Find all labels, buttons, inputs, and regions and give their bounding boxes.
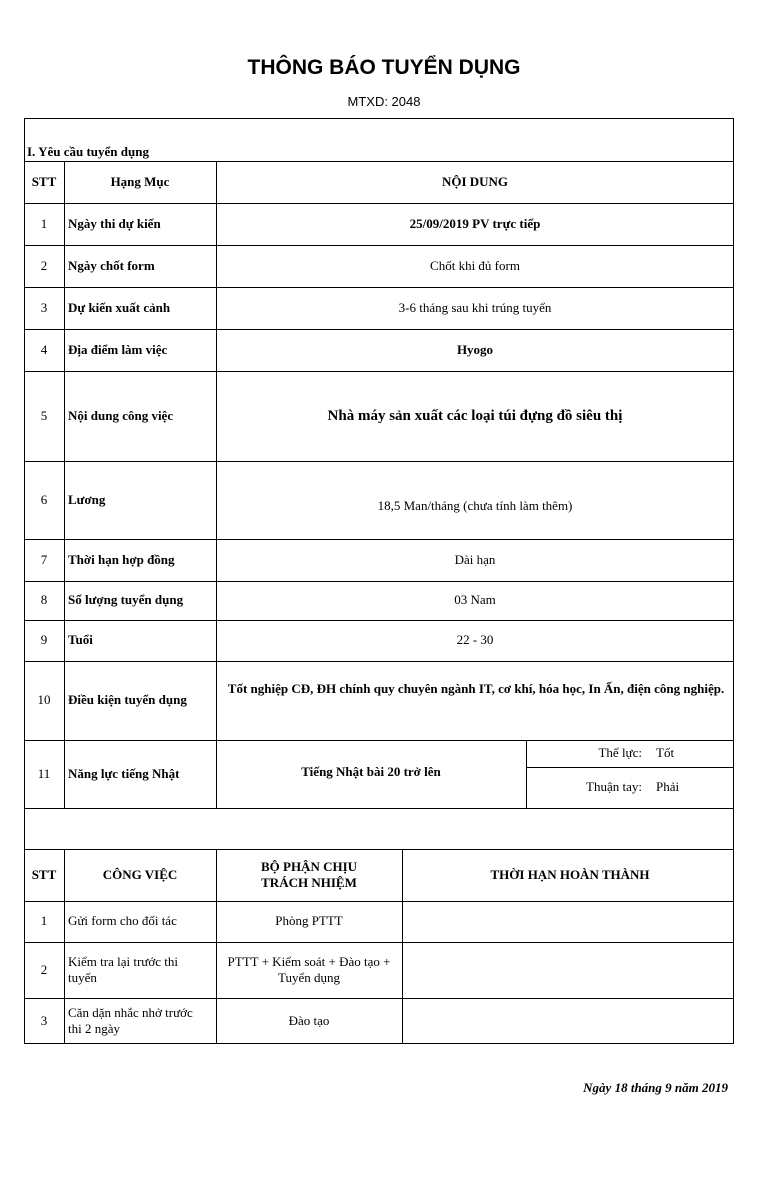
- row-item: Dự kiến xuất cảnh: [68, 299, 171, 315]
- row-item: Ngày chốt form: [68, 257, 155, 273]
- row-item: Điều kiện tuyển dụng: [68, 692, 187, 708]
- task-name: Gửi form cho đối tác: [68, 913, 177, 929]
- row-item: Thời hạn hợp đồng: [68, 551, 175, 567]
- header-item: Hạng Mục: [110, 173, 170, 189]
- row-content: 3-6 tháng sau khi trúng tuyển: [398, 299, 552, 315]
- row-content: 25/09/2019 PV trực tiếp: [409, 215, 541, 231]
- task-name: Kiểm tra lại trước thi tuyển: [68, 953, 178, 985]
- row-stt: 4: [40, 341, 48, 357]
- row-stt: 9: [40, 632, 48, 648]
- row-item: Ngày thi dự kiến: [68, 215, 161, 231]
- task-dept: PTTT + Kiểm soát + Đào tạo + Tuyển dụng: [227, 953, 391, 985]
- row-content: Chốt khi đủ form: [430, 257, 520, 273]
- task-deadline: [402, 998, 734, 1044]
- fitness-value: Tốt: [656, 745, 675, 761]
- row-content: 03 Nam: [454, 592, 496, 608]
- row-stt: 11: [37, 765, 51, 781]
- header-deadline: THỜI HẠN HOÀN THÀNH: [490, 866, 650, 882]
- row-stt: 8: [40, 592, 48, 608]
- task-deadline: [402, 942, 734, 998]
- task-dept: Đào tạo: [288, 1012, 330, 1028]
- row-content: 22 - 30: [456, 632, 494, 648]
- row-item: Tuổi: [68, 632, 93, 648]
- row-content: Tiếng Nhật bài 20 trở lên: [301, 763, 441, 779]
- header-stt: STT: [31, 866, 57, 882]
- document-code: MTXD: 2048: [347, 94, 421, 109]
- handedness-value: Phải: [656, 779, 680, 795]
- row-stt: 3: [40, 299, 48, 315]
- task-name: Căn dặn nhắc nhở trước thi 2 ngày: [68, 1004, 193, 1036]
- row-content: Dài hạn: [454, 551, 496, 567]
- handedness-label: Thuận tay:: [586, 779, 642, 795]
- header-content: NỘI DUNG: [441, 173, 509, 189]
- task-stt: 2: [40, 961, 48, 977]
- header-task: CÔNG VIỆC: [102, 866, 178, 882]
- row-stt: 6: [40, 491, 48, 507]
- row-content: Nhà máy sản xuất các loại túi đựng đồ siêu thị: [327, 407, 623, 424]
- document-title: THÔNG BÁO TUYỂN DỤNG: [247, 56, 521, 79]
- task-dept: Phòng PTTT: [275, 913, 343, 929]
- row-item: Năng lực tiếng Nhật: [68, 765, 180, 781]
- row-content: Hyogo: [456, 341, 494, 357]
- document-date: Ngày 18 tháng 9 năm 2019: [583, 1080, 728, 1095]
- row-item: Nội dung công việc: [68, 407, 174, 423]
- row-item: Số lượng tuyển dụng: [68, 592, 184, 608]
- col-divider: [526, 740, 527, 808]
- header-dept: BỘ PHẬN CHỊU TRÁCH NHIỆM: [260, 858, 358, 890]
- row-stt: 7: [40, 551, 48, 567]
- row-item: Lương: [68, 491, 106, 507]
- task-stt: 3: [40, 1012, 48, 1028]
- task-deadline: [402, 901, 734, 942]
- row-item: Địa điểm làm việc: [68, 341, 168, 357]
- row-stt: 5: [40, 407, 48, 423]
- task-stt: 1: [40, 913, 48, 929]
- fitness-label: Thể lực:: [598, 745, 642, 761]
- row-divider: [24, 808, 734, 809]
- header-stt: STT: [31, 173, 57, 189]
- row-stt: 1: [40, 215, 48, 231]
- row-stt: 10: [37, 692, 51, 708]
- row-content: 18,5 Man/tháng (chưa tính làm thêm): [377, 497, 573, 513]
- row-content: Tốt nghiệp CĐ, ĐH chính quy chuyên ngành IT, cơ khí, hóa học, In Ấn, điện công nghiệp.: [227, 680, 725, 696]
- section-title: I. Yêu cầu tuyển dụng: [27, 144, 149, 159]
- row-stt: 2: [40, 257, 48, 273]
